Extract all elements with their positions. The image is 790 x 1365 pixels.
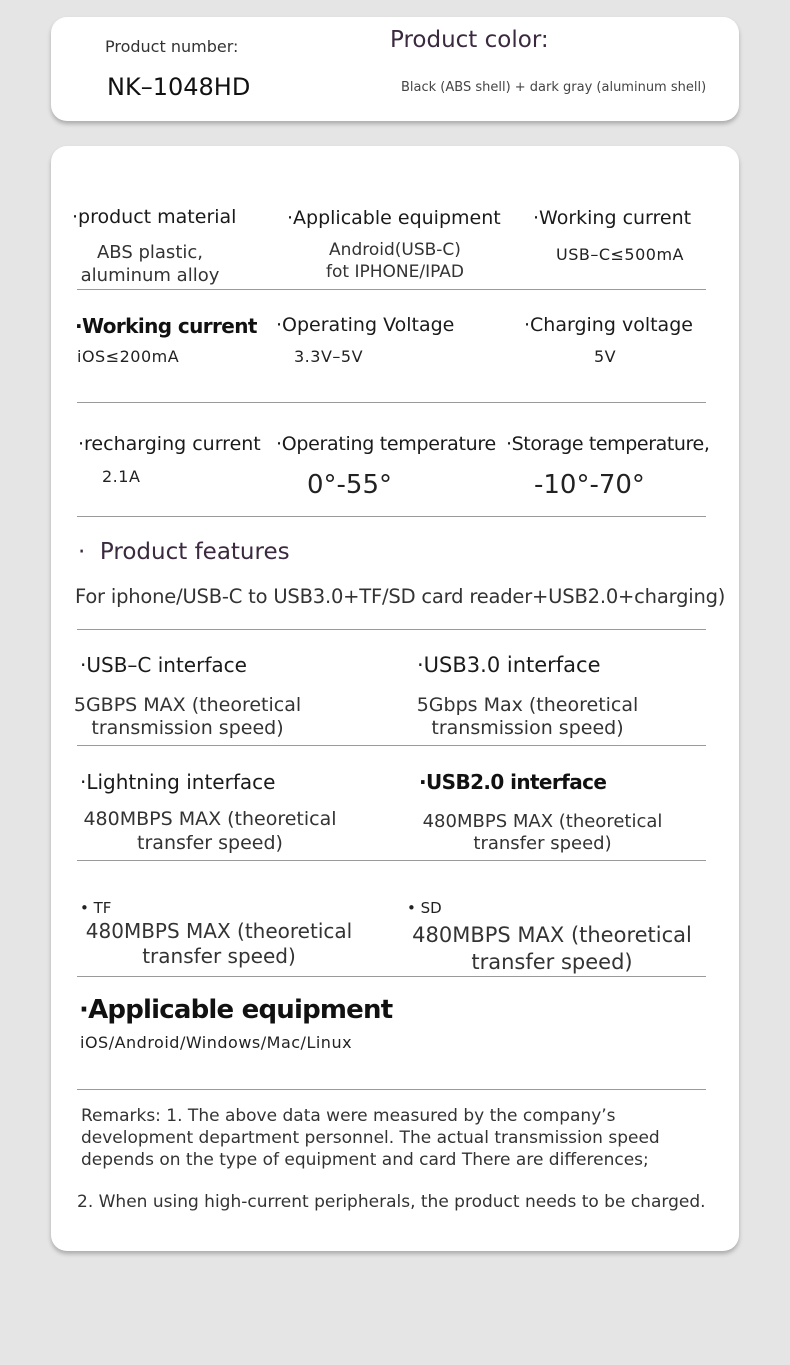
sd-label: • SD <box>407 899 442 917</box>
operating-temperature-value: 0°-55° <box>307 470 393 500</box>
product-number-label: Product number: <box>105 37 239 56</box>
product-material-value-2: aluminum alloy <box>80 265 220 286</box>
usb3-interface-value-1: 5Gbps Max (theoretical <box>416 694 639 716</box>
product-number: NK–1048HD <box>107 73 251 101</box>
operating-temperature-label: ·Operating temperature <box>276 433 496 455</box>
applicable-equipment-value-2: fot IPHONE/IPAD <box>326 262 464 282</box>
divider <box>77 1089 706 1090</box>
applicable-equipment-label: ·Applicable equipment <box>287 207 501 229</box>
divider <box>77 289 706 290</box>
charging-voltage-value: 5V <box>594 347 617 366</box>
operating-voltage-label: ·Operating Voltage <box>276 314 455 336</box>
sd-value-1: 480MBPS MAX (theoretical <box>412 923 692 947</box>
applicable-equipment-title: ·Applicable equipment <box>79 995 393 1025</box>
divider <box>77 860 706 861</box>
working-current-ios-label: ·Working current <box>75 314 257 338</box>
usb2-interface-value-1: 480MBPS MAX (theoretical <box>422 811 663 832</box>
divider <box>77 516 706 517</box>
recharging-current-label: ·recharging current <box>78 433 261 455</box>
tf-value-1: 480MBPS MAX (theoretical <box>85 919 353 943</box>
product-color-value: Black (ABS shell) + dark gray (aluminum shell) <box>401 80 707 95</box>
lightning-interface-value-2: transfer speed) <box>137 832 283 854</box>
divider <box>77 745 706 746</box>
usb3-interface-value-2: transmission speed) <box>431 717 624 739</box>
remarks-line-3: depends on the type of equipment and card There are differences; <box>81 1150 649 1170</box>
tf-label: • TF <box>80 899 112 917</box>
remarks-line-1: Remarks: 1. The above data were measured by the company’s <box>81 1106 616 1126</box>
product-color-label: Product color: <box>390 27 549 53</box>
charging-voltage-label: ·Charging voltage <box>524 314 693 336</box>
usb-c-interface-label: ·USB–C interface <box>80 653 247 677</box>
applicable-equipment-systems: iOS/Android/Windows/Mac/Linux <box>80 1033 353 1052</box>
product-material-label: ·product material <box>72 206 237 228</box>
lightning-interface-label: ·Lightning interface <box>80 770 276 794</box>
working-current-ios-value: iOS≤200mA <box>77 347 180 366</box>
working-current-label: ·Working current <box>533 207 692 229</box>
sd-value-2: transfer speed) <box>471 950 633 974</box>
usb2-interface-label: ·USB2.0 interface <box>419 770 607 794</box>
operating-voltage-value: 3.3V–5V <box>294 347 364 366</box>
header-card <box>51 17 739 121</box>
product-material-value-1: ABS plastic, <box>96 242 203 263</box>
divider <box>77 976 706 977</box>
usb3-interface-label: ·USB3.0 interface <box>417 653 601 677</box>
working-current-value: USB–C≤500mA <box>556 245 684 264</box>
remarks-line-2: development department personnel. The actual transmission speed <box>81 1128 660 1148</box>
applicable-equipment-value-1: Android(USB-C) <box>329 240 461 260</box>
product-features-description: For iphone/USB-C to USB3.0+TF/SD card reader+USB2.0+charging) <box>75 585 726 608</box>
remarks-line-4: 2. When using high-current peripherals, the product needs to be charged. <box>77 1192 706 1212</box>
storage-temperature-label: ·Storage temperature, <box>506 433 710 455</box>
divider <box>77 402 706 403</box>
tf-value-2: transfer speed) <box>142 944 296 968</box>
usb-c-interface-value-1: 5GBPS MAX (theoretical <box>73 694 302 716</box>
lightning-interface-value-1: 480MBPS MAX (theoretical <box>83 808 337 830</box>
product-features-title: · Product features <box>78 539 290 565</box>
storage-temperature-value: -10°-70° <box>534 470 645 500</box>
usb-c-interface-value-2: transmission speed) <box>91 717 284 739</box>
divider <box>77 629 706 630</box>
recharging-current-value: 2.1A <box>102 467 141 486</box>
usb2-interface-value-2: transfer speed) <box>473 833 612 854</box>
